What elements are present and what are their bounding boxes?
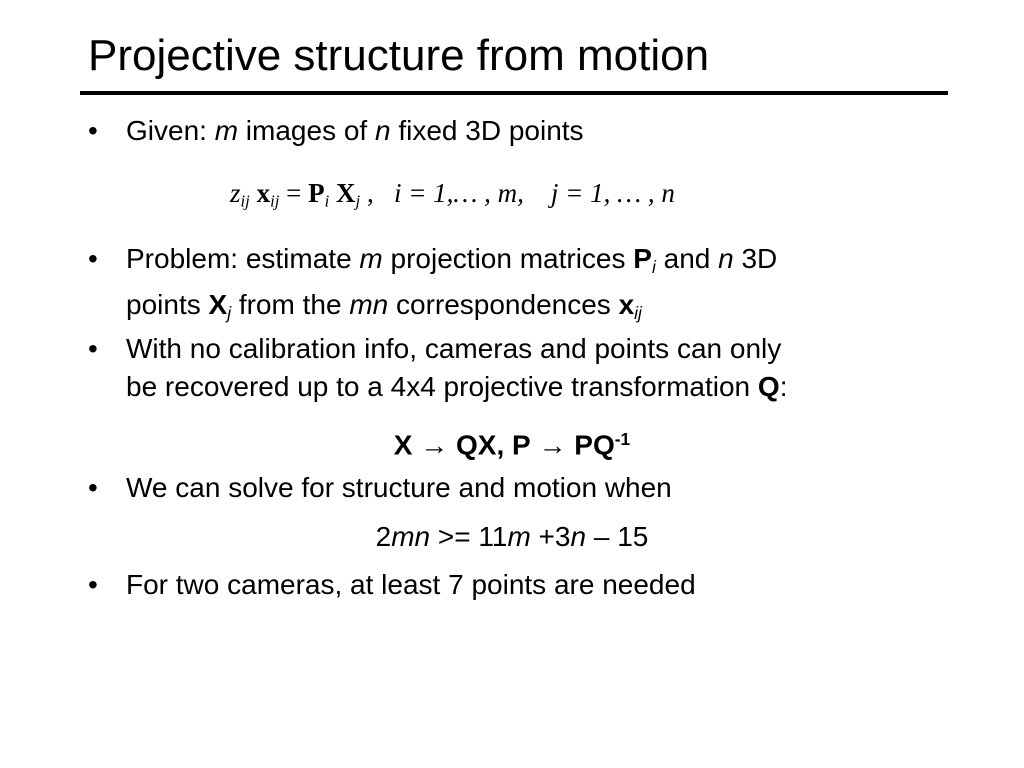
var-PQ: PQ (574, 429, 615, 461)
title-divider (80, 91, 948, 95)
bullet-dot: • (88, 569, 98, 600)
bullet-text (126, 330, 948, 406)
var-z: z (230, 178, 241, 208)
bullet-dot: • (88, 243, 98, 274)
var-m: m (214, 115, 239, 146)
sub-i: i (651, 256, 656, 277)
bullet-dot: • (88, 472, 98, 503)
slide-title: Projective structure from motion (88, 31, 710, 80)
exponent: -1 (614, 429, 631, 449)
var-mn: mn (391, 521, 431, 552)
sub-j: j (227, 302, 232, 323)
sub-ij: ij (240, 191, 250, 211)
bullet-text (126, 112, 948, 150)
var-P: P (308, 178, 325, 208)
var-X: X (208, 288, 228, 320)
arrow: → (412, 429, 457, 461)
var-n: n (570, 521, 587, 552)
range-j: j = 1, … , n (550, 178, 675, 208)
bullet-line: With no calibration info, cameras and points can only (126, 333, 782, 364)
equals: = (279, 178, 309, 208)
bullet-line (126, 112, 948, 150)
sub-j: j (355, 191, 361, 211)
var-Q: Q (757, 371, 780, 402)
bullet-line: points $X_j$ from the mn correspondences $x_{ij}$ (126, 288, 642, 323)
transformation-equation (0, 420, 1024, 465)
var-P: P (633, 243, 652, 274)
var-m: m (507, 521, 531, 552)
text-images-of: images of (238, 115, 375, 146)
comma: , (360, 178, 374, 208)
var-n: n (374, 115, 391, 146)
bullet-text (126, 240, 948, 332)
bullet-line: Problem: estimate m projection matrices $P_i$ and n 3D (126, 243, 778, 277)
bullet-line: We can solve for structure and motion when (126, 472, 672, 503)
var-x: x (618, 288, 635, 320)
arrow: → (530, 429, 575, 461)
var-QX-P: QX, P (456, 429, 531, 461)
inequality-equation: 2mn >= 11m +3n – 15 (375, 521, 649, 552)
bullet-dot: • (88, 333, 98, 364)
bullet-line: For two cameras, at least 7 points are needed (126, 569, 696, 600)
var-X: X (393, 429, 413, 461)
var-n: n (718, 243, 734, 274)
text-given: Given: (126, 115, 215, 146)
var-x: x (256, 178, 271, 208)
bullet-text (126, 566, 948, 604)
sub-ij: ij (634, 302, 642, 323)
bullet-line: be recovered up to a 4x4 projective transformation Q: (126, 371, 788, 402)
var-X: X (336, 178, 356, 208)
projection-equation (230, 174, 675, 221)
var-m: m (359, 243, 383, 274)
sub-i: i (324, 191, 330, 211)
bullet-text (126, 469, 948, 507)
range-i: i = 1,… , m, (393, 178, 524, 208)
var-mn: mn (349, 288, 389, 320)
bullet-dot: • (88, 115, 98, 146)
text-fixed-points: fixed 3D points (390, 115, 584, 146)
sub-ij: ij (270, 191, 280, 211)
